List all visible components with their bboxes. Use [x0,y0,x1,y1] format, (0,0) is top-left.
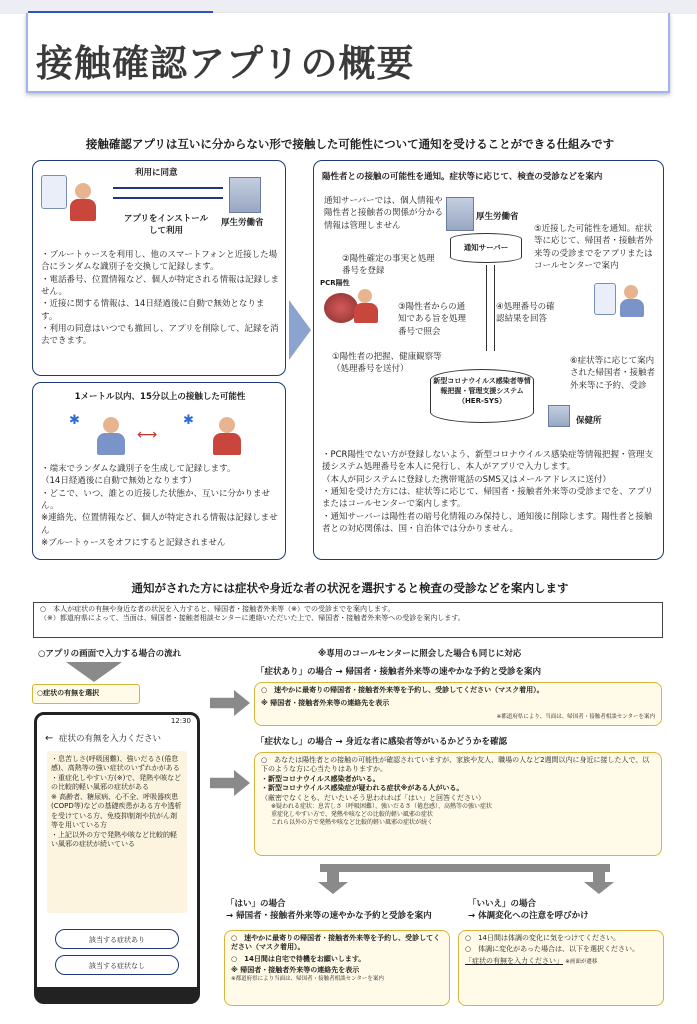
notification-bullet: ・PCR陽性でない方が登録しないよう、新型コロナウイルス感染症等情報把握・管理支援システム処理番号を本人に発行し、本人がアプリで入力します。 [322,450,653,473]
consent-bullet: ・ブルートゥースを利用し、他のスマートフォンと近接した場合にランダムな識別子を交換して記録します。 [41,250,278,273]
symptom-input-link[interactable]: 「症状の有無を入力ください」 [465,956,563,965]
exchange-arrow-icon: ⟷ [137,427,158,443]
top-scroll-bar [0,0,697,14]
notification-panel [313,160,664,560]
down-arrow-icon [584,870,614,894]
step3-text: ③陽性者からの通知である旨を処理番号で照会 [398,302,467,337]
screen-title: 症状の有無を入力ください [59,734,162,744]
proximity-bullet: ・どこで、いつ、誰との近接した状態か、互いに分かりません。 [41,488,270,511]
phone-icon [594,283,616,315]
contact-body [620,299,644,317]
back-arrow-icon[interactable]: ← [45,733,54,744]
flow-left-title: ○アプリの画面で入力する場合の流れ [38,649,182,659]
case-yes-contact: ※ 帰国者・接触者外来等の連絡先を表示 [261,699,390,708]
proximity-panel [32,382,286,560]
virus-icon [324,293,358,323]
proximity-bullet: ※連絡先、位置情報など、個人が特定される情報は記録しません [41,513,278,536]
hersys-system: 新型コロナウイルス感染者等情報把握・管理支援システム （HER-SYS） [430,369,534,423]
step5-text: ⑤近接した可能性を通知。症状等に応じて、帰国者・接触者外来等の受診までをアプリまたはコールセンターで案内 [534,224,653,271]
answer-yes-line: ○ 14日間は自宅で待機をお願いします。 [231,954,366,963]
headline-main: 接触確認アプリは互いに分からない形で接触した可能性について通知を受けることができる仕組みです [85,137,615,151]
step2-text: ②陽性確定の事実と処理番号を登録 [342,254,435,277]
answer-no-line: ○ 14日間は体調の変化に気をつけてください。 [465,934,621,942]
person-a-icon [103,417,119,433]
case-no-title: 「症状なし」の場合 → 身近な者に感染者等がいるかどうかを確認 [256,737,508,747]
install-label: アプリをインストール して利用 [123,214,209,237]
case-yes-note: ※都道府県により、当面は、帰国者・接触者相談センターを案内 [496,713,655,720]
consent-label: 利用に同意 [135,168,178,178]
notice-line: （※）都道府県によって、当面は、帰国者・接触者相談センターに連絡いただいた上で、帰国者・接触者外来等への受診を案内します。 [40,614,465,623]
page-title: 接触確認アプリの概要 [36,42,415,85]
user-body-icon [70,199,96,221]
symptom-item: ※ 高齢者、糖尿病、心不全、呼吸器疾患(COPD等)などの基礎疾患がある方や透析を受けている方、免疫抑制剤や抗がん剤等を用いている方 [51,792,182,830]
symptom-no-button[interactable]: 該当する症状なし [55,955,179,975]
headline-guidance: 通知がされた方には症状や身近な者の状況を選択すると検査の受診などを案内します [131,581,569,595]
proximity-bullet: ※ブルートゥースをオフにすると記録されません [41,537,226,548]
answer-yes-contact: ※ 帰国者・接触者外来等の連絡先を表示 [231,966,360,975]
case-no-q-note: （厳密でなくとも、だいたいそう思われれば「はい」と回答ください） [261,793,485,802]
symptom-item: ・息苦しさ(呼吸困難)、強いだるさ(倦怠感)、高熱等の強い症状のいずれかがある [51,755,180,773]
step-arrow-line [486,265,487,351]
proximity-bullet: ・端末でランダムな識別子を生成して記録します。 [41,464,236,474]
patient-body [354,303,378,323]
flow-arrow-icon [289,300,311,360]
notification-bullet: （本人が同システムに登録した携帯電話のSMS又はメールアドレスに送付） [322,474,611,485]
answer-yes-box [224,930,450,1006]
pcr-label: PCR陽性 [320,279,350,287]
symptom-item: ・重症化しやすい方(※)で、発熱や咳などの比較的軽い風邪の症状がある [51,773,182,792]
symptom-list [47,751,187,913]
right-arrow-icon [210,770,250,796]
status-time: 12:30 [170,717,191,725]
step4-text: ④処理番号の確認結果を回答 [496,302,555,325]
right-arrow-icon [210,690,250,716]
select-tag-text: ○症状の有無を選択 [37,689,100,697]
bluetooth-icon: ✱ [183,413,194,428]
consent-bullet: ・近接に関する情報は、14日経過後に自動で無効となります。 [41,299,265,322]
answer-no-line: ○ 体調に変化があった場合は、以下を選択ください。 [465,945,640,954]
flow-right-title: ※専用のコールセンターに照会した場合も同じに対応 [318,649,522,659]
step-arrow-line [494,265,495,351]
symptom-yes-button[interactable]: 該当する症状あり [55,929,179,949]
consent-bullet: ・電話番号、位置情報など、個人が特定される情報は記録しません。 [41,274,280,297]
title-card [26,13,670,93]
server-note: 通知サーバーでは、個人情報や陽性者と接触者の関係が分かる情報は管理しません [324,196,444,231]
nav-bar [37,987,197,1001]
case-no-line: ○ あなたは陽性者との接触の可能性が確認されていますが、家族や友人、職場の人など2週間以内に身近に接した人で、以下のような方に心当たりはありますか。 [261,756,650,774]
phone-app-icon [41,175,67,209]
case-no-q1: ・新型コロナウイルス感染者がいる。 [261,774,380,783]
split-bar [320,864,610,872]
symptom-item: ・上記以外の方で発熱や咳など比較的軽い風邪の症状が続いている [51,830,177,848]
contact-icon [624,285,638,299]
proximity-bullet: （14日経過後に自動で無効となります） [41,476,197,487]
person-b-icon [219,417,235,433]
mhlw-label: 厚生労働省 [221,218,264,228]
case-yes-title: 「症状あり」の場合 → 帰国者・接触者外来等の速やかな予約と受診を案内 [256,667,542,677]
case-no-footnote: ※疑われる症状：息苦しさ（呼吸困難）、強いだるさ（倦怠感）、高熱等の強い症状 重症化しやすい方で、発熱や咳などの比較的軽い風邪の症状 これら以外の方で発熱や咳など比較的軽い風邪の症状が続く [271,803,493,827]
answer-yes-note: ※都道府県により当面は、帰国者・接触者相談センターを案内 [231,975,384,982]
phone-mockup [34,712,200,1004]
ministry-building-icon [446,197,474,231]
arrow-left [113,197,223,199]
consent-panel [32,160,286,376]
step1-text: ①陽性者の把握、健康観察等 （処理番号を送付） [332,352,442,375]
step6-text: ⑥症状等に応じて案内された帰国者・接触者外来等に予約、受診 [570,356,656,391]
select-tag [32,684,140,704]
notification-bullet: ・通知を受けた方には、症状等に応じて、帰国者・接触者外来等の受診までを、アプリまたはコールセンターで案内します。 [322,486,653,510]
ministry-building-icon [229,177,261,213]
patient-icon [358,289,372,303]
user-icon [75,183,91,199]
notice-box [33,602,663,638]
case-no-box [254,752,662,856]
answer-yes-line: ○ 速やかに最寄りの帰国者・接触者外来等を予約し、受診してください（マスク着用）。 [231,934,441,952]
notice-line: ○ 本人が症状の有無や身近な者の状況を入力すると、帰国者・接触者外来等（※）での受診までを案内します。 [40,605,395,613]
case-no-q2: ・新型コロナウイルス感染症が疑われる症状※がある人がいる。 [261,784,464,793]
down-arrow-icon [66,662,122,682]
notification-bullet: ・通知サーバーは陽性者の暗号化情報のみ保持し、通知後に削除します。陽性者と接触者との対応関係は、国・自治体では分かりません。 [322,511,653,534]
notification-heading: 陽性者との接触の可能性を通知。症状等に応じて、検査の受診などを案内 [322,172,603,182]
down-arrow-icon [318,870,348,894]
person-a-body [97,433,125,455]
answer-no-box [458,930,664,1006]
health-center-icon [548,405,570,427]
person-b-body [213,433,241,455]
consent-bullet: ・利用の同意はいつでも撤回し、アプリを削除して、記録を消去できます。 [41,323,279,347]
answer-no-title: 「いいえ」の場合 → 体調変化への注意を呼びかけ [468,899,589,922]
answer-yes-title: 「はい」の場合 → 帰国者・接触者外来等の速やかな予約と受診を案内 [226,899,432,922]
case-yes-box [254,682,662,726]
notification-server: 通知サーバー [450,233,522,263]
case-yes-line: ○ 速やかに最寄りの帰国者・接触者外来等を予約し、受診してください（マスク着用）。 [261,686,544,694]
health-center-label: 保健所 [576,416,602,426]
bluetooth-icon: ✱ [69,413,80,428]
arrow-right [113,187,223,189]
proximity-heading: 1メートル以内、15分以上の接触した可能性 [74,392,246,402]
mhlw-label: 厚生労働省 [476,212,519,222]
link-note: ※画面が遷移 [565,958,598,965]
